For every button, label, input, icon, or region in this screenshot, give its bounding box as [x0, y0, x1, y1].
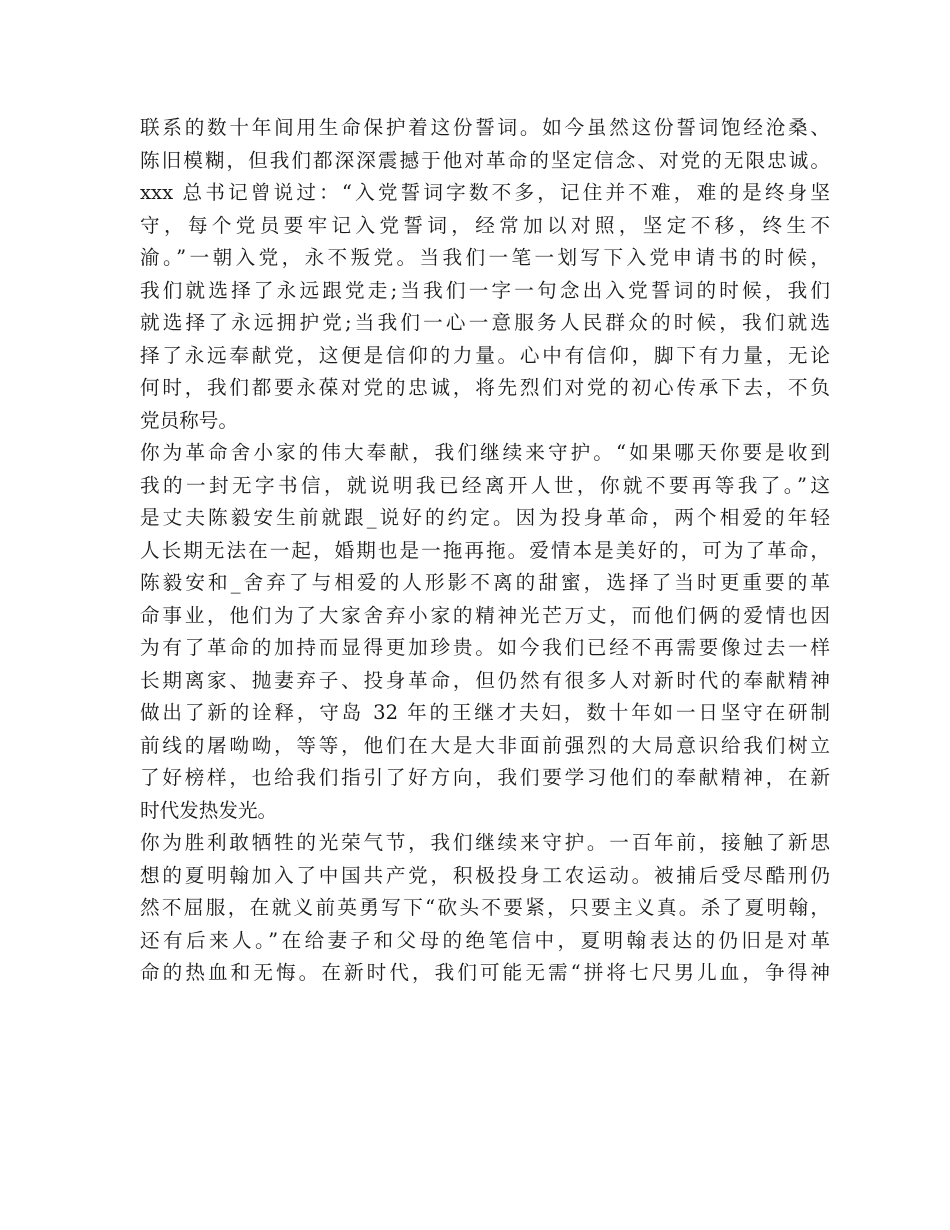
text-line: 联系的数十年间用生命保护着这份誓词。如今虽然这份誓词饱经沧桑、: [140, 116, 830, 139]
text-line: 人长期无法在一起，婚期也是一拖再拖。爱情本是美好的，可为了革命，: [140, 538, 830, 562]
text-line: 渝。”一朝入党，永不叛党。当我们一笔一划写下入党申请书的时候，: [140, 246, 830, 269]
text-line: 择了永远奉献党，这便是信仰的力量。心中有信仰，脚下有力量，无论: [140, 343, 830, 367]
text-line: 了好榜样，也给我们指引了好方向，我们要学习他们的奉献精神，在新: [140, 766, 830, 789]
text-line: 就选择了永远拥护党;当我们一心一意服务人民群众的时候，我们就选: [140, 311, 830, 334]
text-line: 是丈夫陈毅安生前就跟_说好的约定。因为投身革命，两个相爱的年轻: [140, 506, 830, 529]
text-line: 党员称号。: [140, 408, 238, 432]
text-line: 时代发热发光。: [140, 798, 278, 822]
text-line: 陈旧模糊，但我们都深深震撼于他对革命的坚定信念、对党的无限忠诚。: [140, 148, 830, 172]
text-line: 做出了新的诠释，守岛 32 年的王继才夫妇，数十年如一日坚守在研制: [140, 701, 830, 724]
text-line: 陈毅安和_舍弃了与相爱的人形影不离的甜蜜，选择了当时更重要的革: [140, 571, 830, 594]
text-line: 还有后来人。”在给妻子和父母的绝笔信中，夏明翰表达的仍旧是对革: [140, 928, 830, 952]
text-line: 你为革命舍小家的伟大奉献，我们继续来守护。“如果哪天你要是收到: [140, 441, 830, 464]
text-line: 守，每个党员要牢记入党誓词，经常加以对照，坚定不移，终生不: [140, 213, 830, 237]
paragraph-3: [140, 827, 830, 990]
text-line: 命事业，他们为了大家舍弃小家的精神光芒万丈，而他们俩的爱情也因: [140, 603, 830, 627]
paragraph-2: [140, 437, 830, 827]
text-line: 长期离家、抛妻弃子、投身革命，但仍然有很多人对新时代的奉献精神: [140, 668, 830, 692]
document-page: [140, 112, 830, 990]
text-line: 想的夏明翰加入了中国共产党，积极投身工农运动。被捕后受尽酷刑仍: [140, 863, 830, 887]
text-line: 何时，我们都要永葆对党的忠诚，将先烈们对党的初心传承下去，不负: [140, 376, 830, 399]
text-line: 前线的屠呦呦，等等，他们在大是大非面前强烈的大局意识给我们树立: [140, 733, 830, 757]
text-line: 我们就选择了永远跟党走;当我们一字一句念出入党誓词的时候，我们: [140, 278, 830, 302]
text-line: 你为胜利敢牺牲的光荣气节，我们继续来守护。一百年前，接触了新思: [140, 831, 830, 854]
text-line: 我的一封无字书信，就说明我已经离开人世，你就不要再等我了。”这: [140, 473, 830, 497]
paragraph-1: [140, 112, 830, 437]
text-line: 然不屈服，在就义前英勇写下“砍头不要紧，只要主义真。杀了夏明翰，: [140, 896, 830, 919]
text-line: 命的热血和无悔。在新时代，我们可能无需“拼将七尺男儿血，争得神: [140, 961, 830, 984]
text-line: xxx 总书记曾说过：“入党誓词字数不多，记住并不难，难的是终身坚: [140, 181, 830, 204]
text-line: 为有了革命的加持而显得更加珍贵。如今我们已经不再需要像过去一样: [140, 636, 830, 659]
